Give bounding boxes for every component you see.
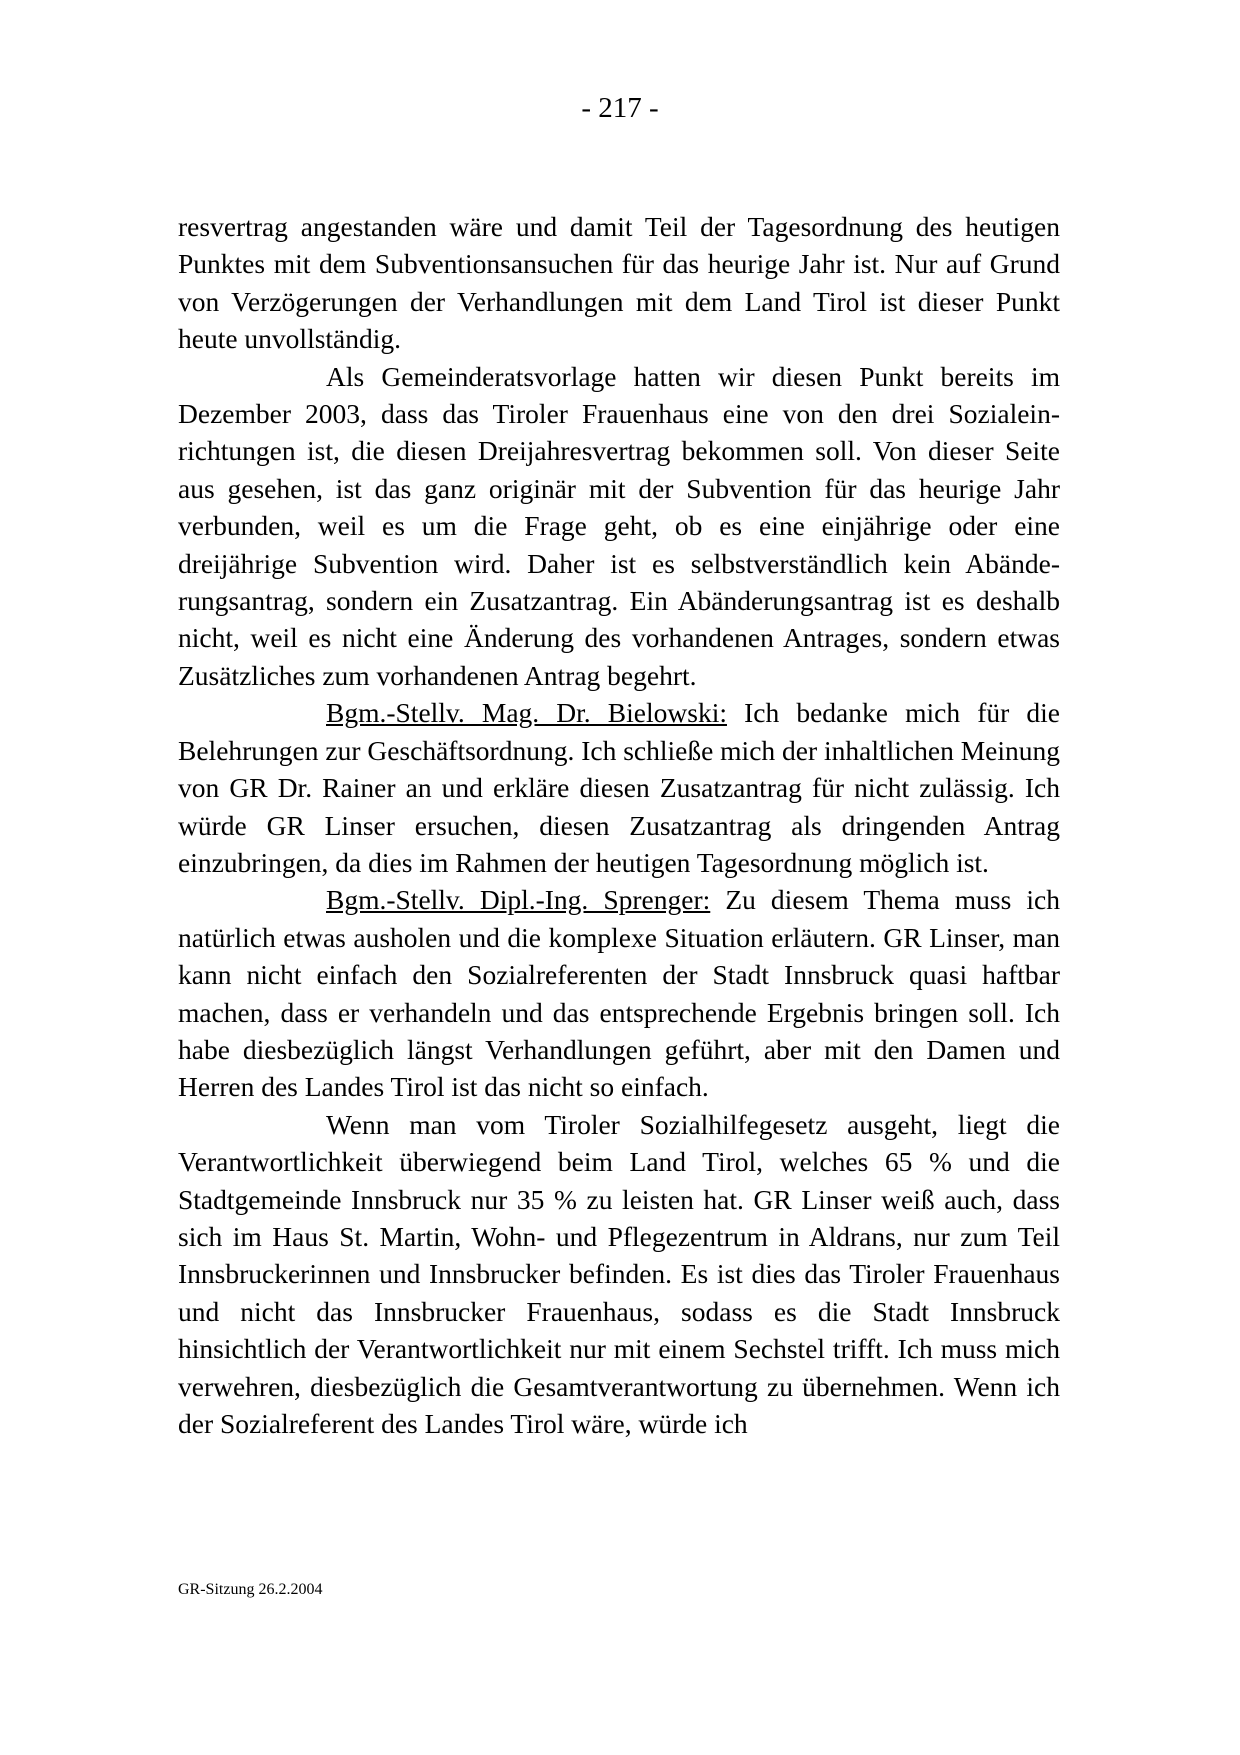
paragraph [178,881,1060,1105]
paragraph-text: Wenn man vom Tiroler Sozialhilfegesetz ausgeht, liegt die Verantwortlichkeit überwiegend beim Land Tirol, welches 65 % und die Stadtgemeinde Innsbruck nur 35 % zu leisten hat. GR Linser weiß auch, dass sich im Haus St. Martin, Wohn- und Pflegezentrum in Aldrans, nur zum Teil Innsbruckerinnen und Innsbrucker befinden. Es ist dies das Tiroler Frauenhaus und nicht das Innsbrucker Frauenhaus, sodass es die Stadt Innsbruck hinsichtlich der Verantwortlichkeit nur mit einem Sechstel trifft. Ich muss mich verwehren, diesbezüglich die Gesamtverantwortung zu übernehmen. Wenn ich der Sozialreferent des Landes Tirol wäre, würde ich [178,1108,1060,1439]
paragraph-text: resvertrag angestanden wäre und damit Teil der Tagesordnung des heutigen Punktes mit dem Subventionsansuchen für das heurige Jahr ist. Nur auf Grund von Verzögerungen der Verhandlungen mit dem Land Tirol ist dieser Punkt heute unvollständig. [178,211,1060,355]
paragraph-text: Als Gemeinderatsvorlage hatten wir diesen Punkt bereits im Dezember 2003, dass das Tiroler Frauenhaus eine von den drei Sozialeinrichtungen ist, die diesen Dreijahresvertrag bekommen soll. Von dieser Seite aus gesehen, ist das ganz originär mit der Subvention für das heurige Jahr verbunden, weil es um die Frage geht, ob es eine einjährige oder eine dreijährige Subvention wird. Daher ist es selbstverständlich kein Abänderungsantrag, sondern ein Zusatzantrag. Ein Abänderungsantrag ist es deshalb nicht, weil es nicht eine Änderung des vorhandenen Antrages, sondern etwas Zusätzliches zum vorhandenen Antrag begehrt. [178,360,1060,691]
paragraph [178,694,1060,881]
paragraph-text: Ich bedanke mich für die Belehrungen zur Geschäftsordnung. Ich schließe mich der inhaltlichen Meinung von GR Dr. Rainer an und erkläre diesen Zusatzantrag für nicht zulässig. Ich würde GR Linser ersuchen, diesen Zusatzantrag als dringenden Antrag einzubringen, da dies im Rahmen der heutigen Tagesordnung möglich ist. [178,697,1061,878]
paragraph-text: Zu diesem Thema muss ich natürlich etwas ausholen und die komplexe Situation erläutern. GR Linser, man kann nicht einfach den Sozialreferenten der Stadt Innsbruck quasi haftbar machen, dass er verhandeln und das entsprechende Ergebnis bringen soll. Ich habe diesbezüglich längst Verhandlungen geführt, aber mit den Damen und Herren des Landes Tirol ist das nicht so einfach. [178,884,1060,1103]
footer: GR-Sitzung 26.2.2004 [178,1581,323,1598]
paragraph [178,208,1060,358]
speaker-name: Bgm.-Stellv. Mag. Dr. Bielowski: [326,697,727,729]
speaker-name: Bgm.-Stellv. Dipl.-Ing. Sprenger: [326,884,711,916]
paragraph [178,1106,1060,1443]
paragraph [178,358,1060,695]
page-number: - 217 - [581,92,659,124]
document-body [178,208,1060,1442]
